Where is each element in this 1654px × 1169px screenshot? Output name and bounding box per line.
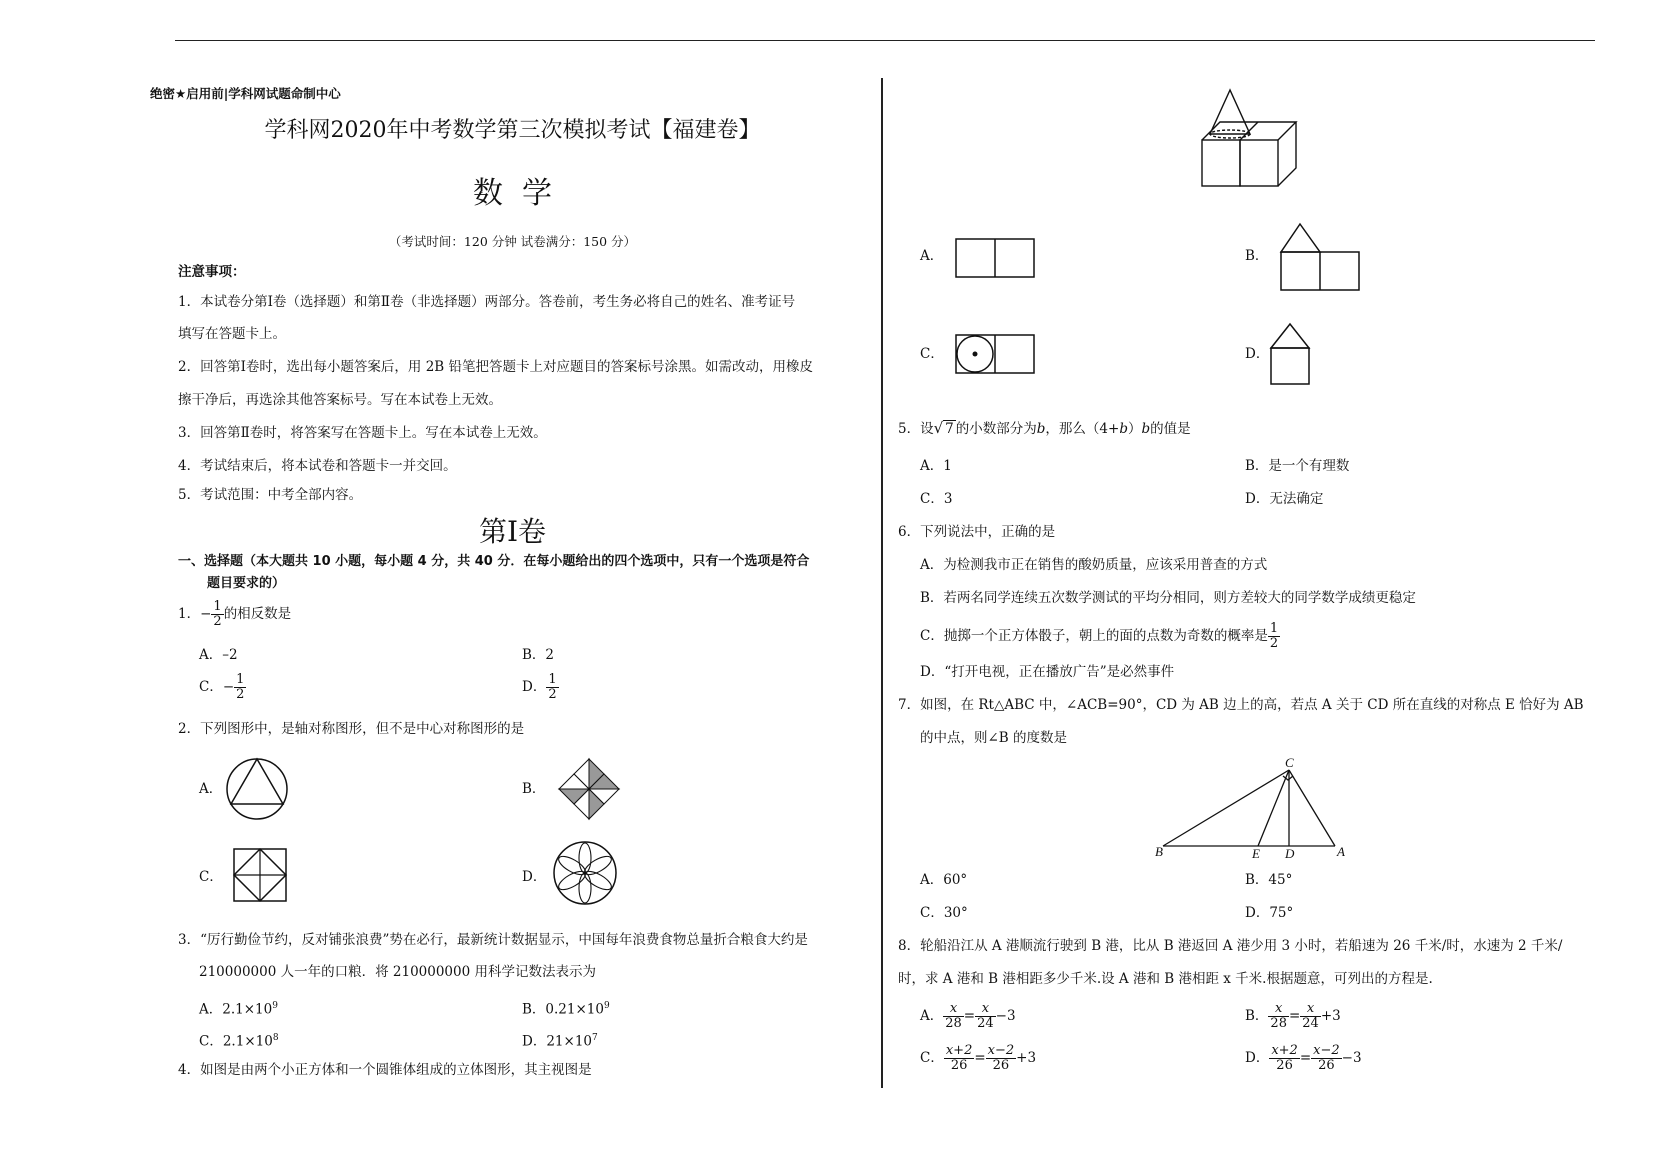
note-line: 1．本试卷分第Ⅰ卷（选择题）和第Ⅱ卷（非选择题）两部分。答卷前，考生务必将自己的姓名、准考证号 [178,294,796,310]
q6-option-b[interactable]: B．若两名同学连续五次数学测试的平均分相同，则方差较大的同学数学成绩更稳定 [920,590,1416,606]
q8-option-d[interactable]: D． $\frac{x+2}{26}$ = $\frac{x-2}{26}$ −3 [1245,1043,1362,1073]
label-b: B [1155,844,1163,859]
q5-option-d[interactable]: D．无法确定 [1245,491,1324,507]
q1-option-b[interactable]: B．2 [522,647,555,663]
q3-option-b[interactable]: B．$0.21\times 10^9$ [522,1001,610,1018]
q6-option-d[interactable]: D．“打开电视，正在播放广告”是必然事件 [920,664,1175,680]
q8-option-a[interactable]: A． $\frac{x}{28}$ = $\frac{x}{24}$ −3 [920,1001,1016,1031]
note-line: 擦干净后，再选涂其他答案标号。写在本试卷上无效。 [178,392,502,408]
q1-option-a[interactable]: A．–2 [199,647,238,663]
q5-option-b[interactable]: B．是一个有理数 [1245,458,1350,474]
q1-option-d[interactable]: D． $\frac{1}{2}$ [522,672,557,702]
label-d: D [1285,846,1295,861]
note-line: 2．回答第Ⅰ卷时，选出每小题答案后，用 2B 铅笔把答题卡上对应题目的答案标号涂黑。如需改动，用橡皮 [178,359,814,375]
q8-option-b[interactable]: B． $\frac{x}{28}$ = $\frac{x}{24}$ +3 [1245,1001,1341,1031]
top-rule [175,40,1595,41]
column-divider [881,78,883,1088]
q4-option-a[interactable]: A． [920,248,944,264]
exam-meta: （考试时间：120 分钟 试卷满分：150 分） [388,234,637,249]
part-title: 第Ⅰ卷 [478,515,547,548]
secret-mark: 绝密★启用前|学科网试题命制中心 [150,86,341,101]
q2-option-c[interactable]: C． [199,869,223,885]
note-line: 5．考试范围：中考全部内容。 [178,487,363,503]
q6-option-c[interactable]: C．抛掷一个正方体骰子，朝上的面的点数为奇数的概率是 $\frac{1}{2}$ [920,621,1279,651]
page-title: 学科网2020年中考数学第三次模拟考试【福建卷】 [264,118,761,143]
question-2: 2．下列图形中，是轴对称图形，但不是中心对称图形的是 [178,721,525,737]
label-a: A [1337,844,1345,859]
q3-option-c[interactable]: C．$2.1\times 10^8$ [199,1033,279,1050]
question-3-line1: 3．“厉行勤俭节约，反对铺张浪费”势在必行，最新统计数据显示，中国每年浪费食物总量折合粮食大约是 [178,932,808,948]
notes-title: 注意事项： [178,264,246,280]
circle-triangle-figure [226,756,288,822]
triangle-on-squares-view [1280,222,1360,292]
label-c: C [1285,755,1294,770]
question-7-line2: 的中点，则∠B 的度数是 [920,730,1068,746]
section-heading-cont: 题目要求的） [207,576,286,591]
question-7-line1: 7．如图，在 Rt△ABC 中，∠ACB=90°，CD 为 AB 边上的高，若点 A 关于 CD 所在直线的对称点 E 恰好为 AB [898,697,1584,713]
question-6: 6．下列说法中，正确的是 [898,524,1056,540]
two-squares-view [955,238,1035,278]
cone-cubes-figure [1200,88,1300,190]
q4-option-d[interactable]: D． [1245,346,1270,362]
q2-option-b[interactable]: B． [522,781,546,797]
q5-option-a[interactable]: A．1 [920,458,952,474]
note-line: 3．回答第Ⅱ卷时，将答案写在答题卡上。写在本试卷上无效。 [178,425,547,441]
question-8-line2: 时，求 A 港和 B 港相距多少千米.设 A 港和 B 港相距 x 千米.根据题意，可列出的方程是. [898,971,1433,987]
q7-option-c[interactable]: C．30° [920,905,968,921]
question-1: 1．− $\frac{1}{2}$ 的相反数是 [178,599,292,629]
note-line: 填写在答题卡上。 [178,326,286,342]
q5-option-c[interactable]: C．3 [920,491,953,507]
label-e: E [1252,846,1260,861]
q6-option-a[interactable]: A．为检测我市正在销售的酸奶质量，应该采用普查的方式 [920,557,1268,573]
circle-in-square-view [955,334,1035,374]
q1-option-c[interactable]: C．− $\frac{1}{2}$ [199,672,245,702]
q3-option-a[interactable]: A．$2.1\times 10^9$ [199,1001,278,1018]
q2-option-a[interactable]: A． [199,781,223,797]
q7-option-b[interactable]: B．45° [1245,872,1293,888]
question-3-line2: 210000000 人一年的口粮．将 210000000 用科学记数法表示为 [199,964,596,980]
square-rhombus-figure [233,848,287,902]
triangle-abc-figure [1155,755,1355,861]
q8-option-c[interactable]: C． $\frac{x+2}{26}$ = $\frac{x-2}{26}$ +3 [920,1043,1037,1073]
q2-option-d[interactable]: D． [522,869,547,885]
house-view [1270,322,1312,386]
section-heading: 一、选择题（本大题共 10 小题，每小题 4 分，共 40 分．在每小题给出的四个选项中，只有一个选项是符合 [178,554,810,569]
subject-title: 数 学 [472,176,553,211]
q3-option-d[interactable]: D．$21\times 10^7$ [522,1033,598,1050]
question-5: 5．设√ 7 的小数部分为b，那么（4+b）b的值是 [898,419,1191,437]
note-line: 4．考试结束后，将本试卷和答题卡一并交回。 [178,458,457,474]
pinwheel-figure [554,754,624,824]
flower-figure [552,840,618,906]
question-4: 4．如图是由两个小正方体和一个圆锥体组成的立体图形，其主视图是 [178,1062,592,1078]
q4-option-c[interactable]: C． [920,346,944,362]
q7-option-a[interactable]: A．60° [920,872,968,888]
q4-option-b[interactable]: B． [1245,248,1269,264]
q7-option-d[interactable]: D．75° [1245,905,1294,921]
question-8-line1: 8．轮船沿江从 A 港顺流行驶到 B 港，比从 B 港返回 A 港少用 3 小时，若船速为 26 千米/时，水速为 2 千米/ [898,938,1563,954]
